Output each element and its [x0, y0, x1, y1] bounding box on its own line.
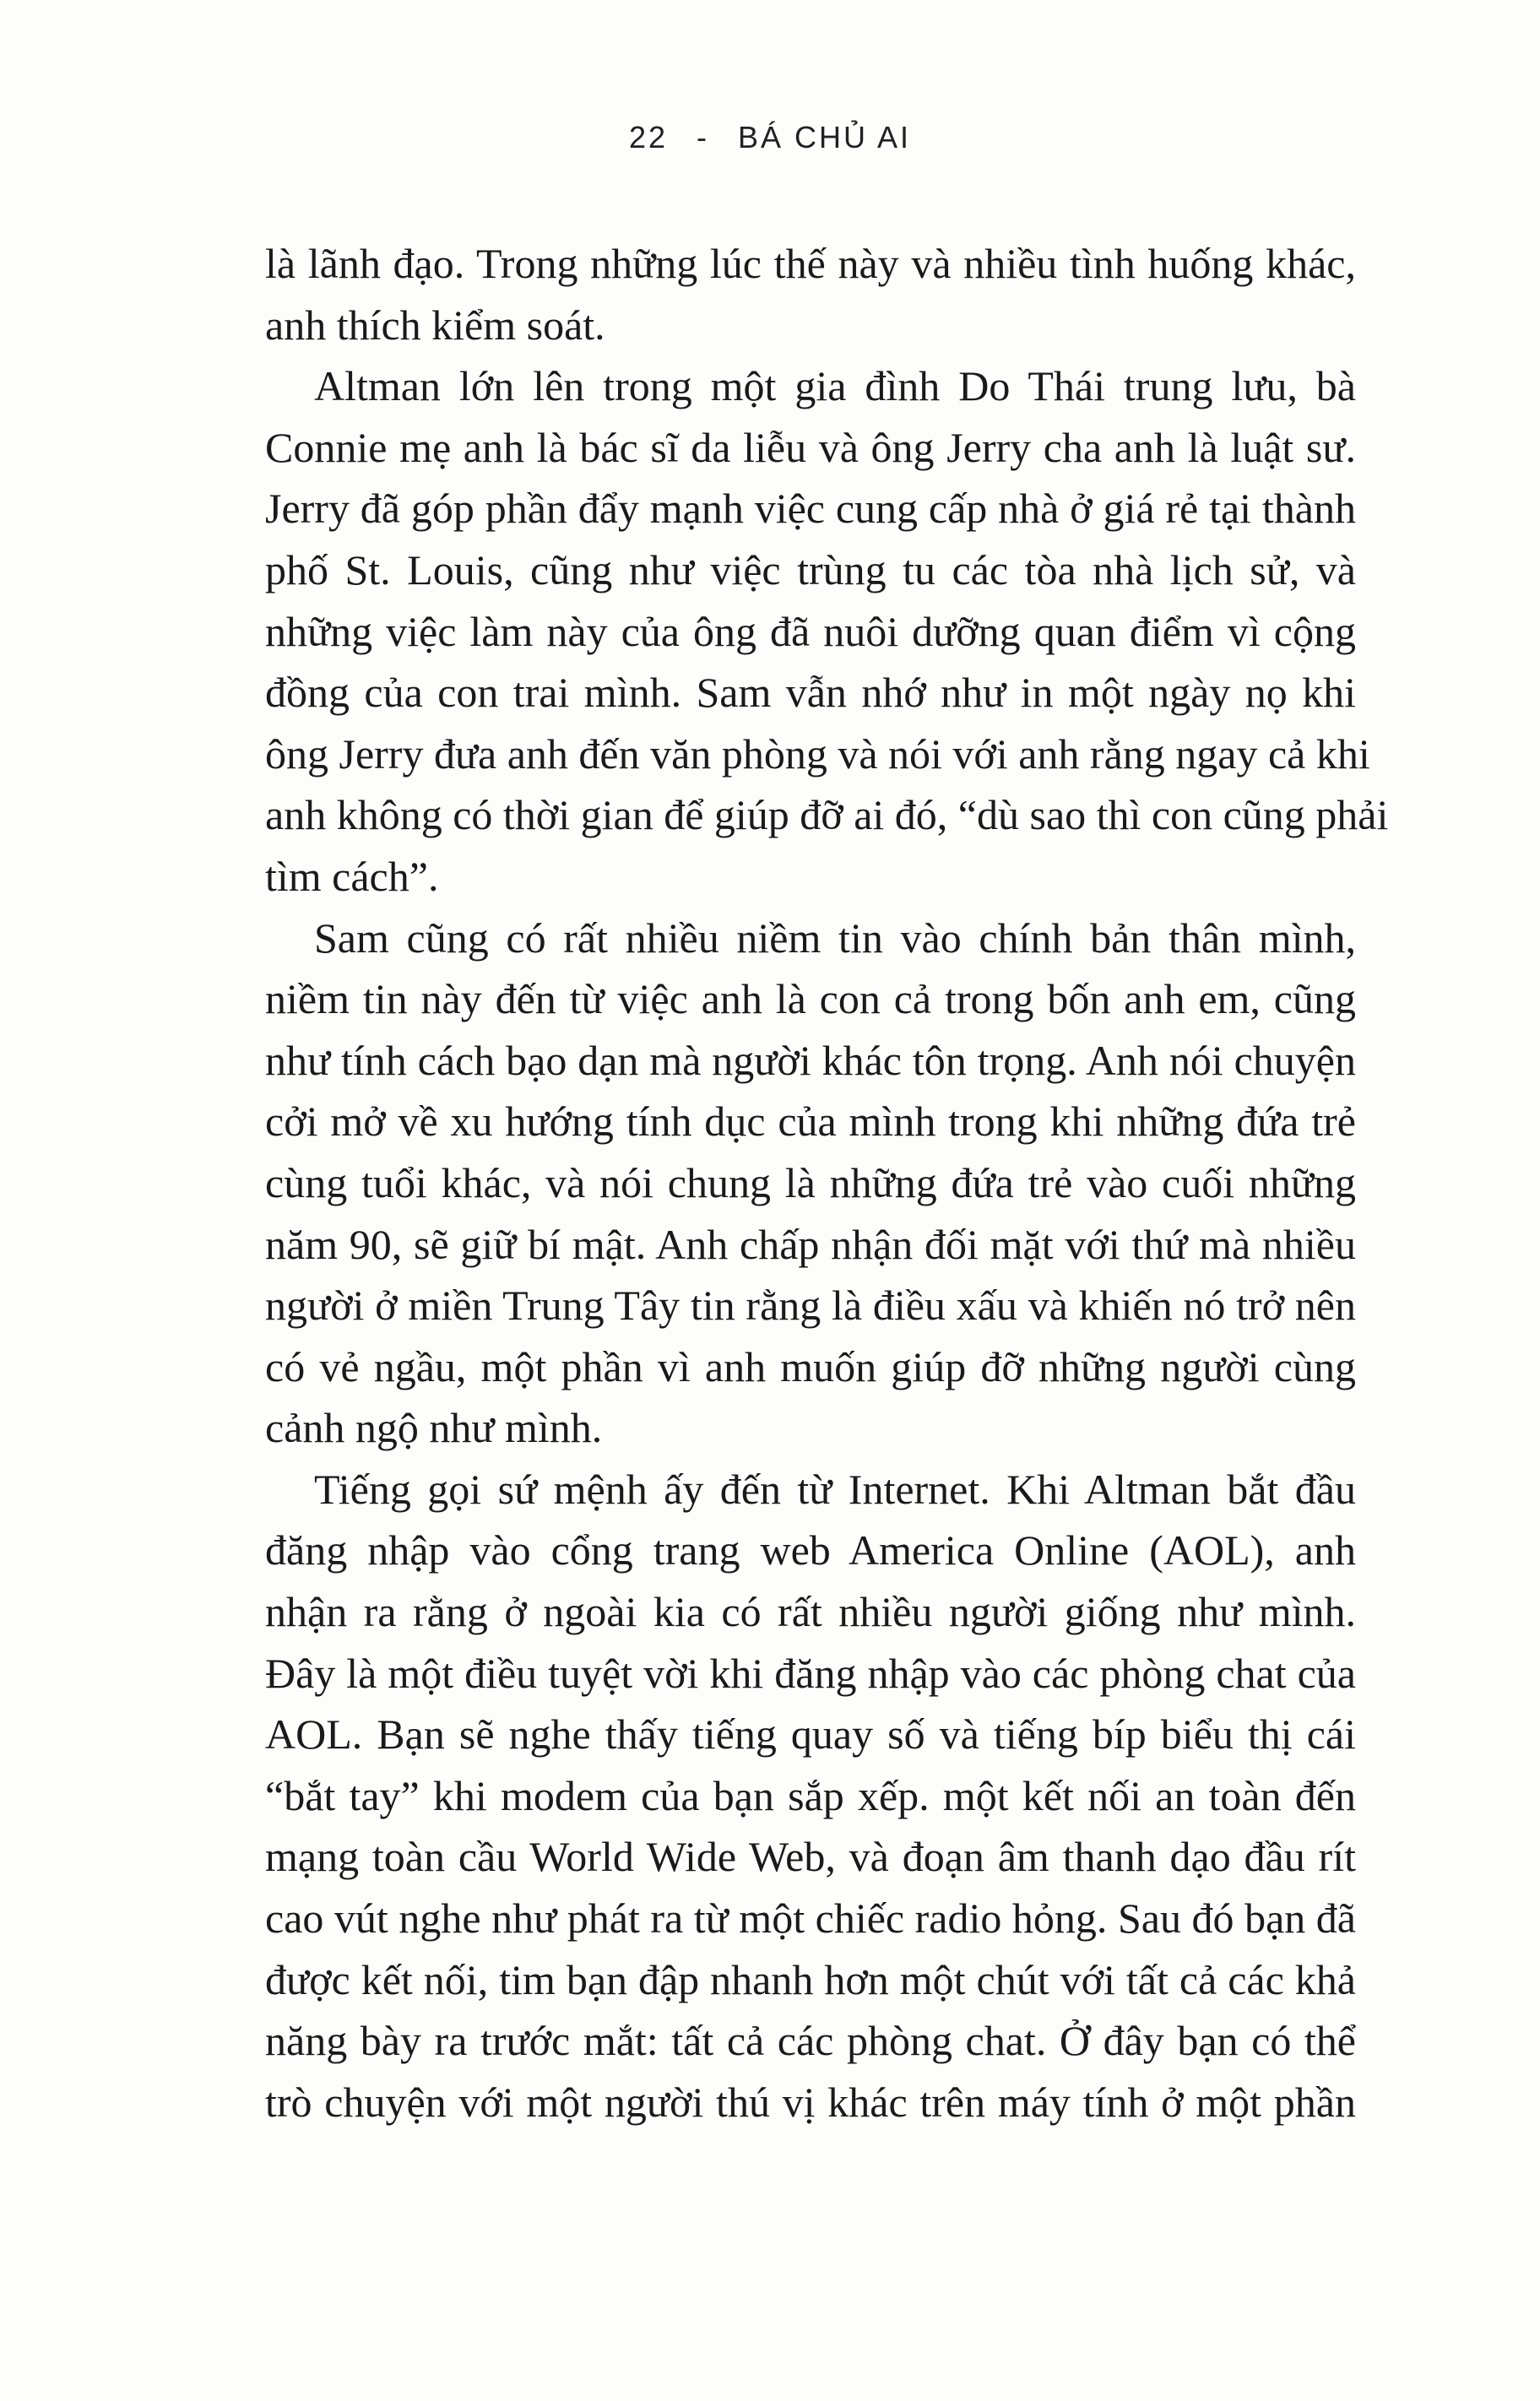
- page-number: 22: [628, 120, 668, 154]
- text-line: có vẻ ngầu, một phần vì anh muốn giúp đỡ những người cùng: [265, 1342, 1356, 1390]
- text-line: ông Jerry đưa anh đến văn phòng và nói với anh rằng ngay cả khi: [265, 729, 1370, 778]
- text-line: Altman lớn lên trong một gia đình Do Thái trung lưu, bà: [314, 362, 1356, 410]
- text-line: Sam cũng có rất nhiều niềm tin vào chính bản thân mình,: [314, 913, 1356, 962]
- text-line: Connie mẹ anh là bác sĩ da liễu và ông Jerry cha anh là luật sư.: [265, 423, 1356, 471]
- text-line: đăng nhập vào cổng trang web America Online (AOL), anh: [265, 1526, 1356, 1574]
- book-title: BÁ CHỦ AI: [737, 120, 912, 154]
- text-line: anh không có thời gian để giúp đỡ ai đó, “dù sao thì con cũng phải: [265, 791, 1389, 839]
- text-line: niềm tin này đến từ việc anh là con cả trong bốn anh em, cũng: [265, 975, 1356, 1023]
- text-line: Tiếng gọi sứ mệnh ấy đến từ Internet. Khi Altman bắt đầu: [314, 1465, 1356, 1513]
- text-line: Đây là một điều tuyệt vời khi đăng nhập vào các phòng chat của: [265, 1649, 1356, 1697]
- text-line: năm 90, sẽ giữ bí mật. Anh chấp nhận đối mặt với thứ mà nhiều: [265, 1220, 1356, 1268]
- text-line: tìm cách”.: [265, 852, 439, 900]
- text-line: cùng tuổi khác, và nói chung là những đứa trẻ vào cuối những: [265, 1158, 1356, 1206]
- text-line: là lãnh đạo. Trong những lúc thế này và nhiều tình huống khác,: [265, 240, 1356, 287]
- text-line: như tính cách bạo dạn mà người khác tôn trọng. Anh nói chuyện: [265, 1036, 1356, 1084]
- text-line: cởi mở về xu hướng tính dục của mình trong khi những đứa trẻ: [265, 1098, 1356, 1146]
- text-line: trò chuyện với một người thú vị khác trên máy tính ở một phần: [265, 2078, 1356, 2126]
- text-line: anh thích kiểm soát.: [265, 301, 605, 349]
- text-line: năng bày ra trước mắt: tất cả các phòng chat. Ở đây bạn có thể: [265, 2017, 1356, 2065]
- text-line: mạng toàn cầu World Wide Web, và đoạn âm thanh dạo đầu rít: [265, 1833, 1356, 1881]
- text-line: những việc làm này của ông đã nuôi dưỡng quan điểm vì cộng: [265, 607, 1356, 655]
- text-line: cảnh ngộ như mình.: [265, 1404, 603, 1452]
- text-line: AOL. Bạn sẽ nghe thấy tiếng quay số và tiếng bíp biểu thị cái: [265, 1710, 1356, 1759]
- body-text: [265, 233, 1389, 2133]
- text-line: đồng của con trai mình. Sam vẫn nhớ như in một ngày nọ khi: [265, 669, 1356, 717]
- running-head: [0, 120, 1540, 155]
- text-line: nhận ra rằng ở ngoài kia có rất nhiều người giống như mình.: [265, 1588, 1356, 1636]
- text-line: phố St. Louis, cũng như việc trùng tu các tòa nhà lịch sử, và: [265, 545, 1356, 593]
- header-separator: -: [696, 120, 709, 154]
- text-line: “bắt tay” khi modem của bạn sắp xếp. một kết nối an toàn đến: [265, 1771, 1356, 1819]
- text-line: Jerry đã góp phần đẩy mạnh việc cung cấp nhà ở giá rẻ tại thành: [265, 485, 1356, 533]
- text-line: người ở miền Trung Tây tin rằng là điều xấu và khiến nó trở nên: [265, 1282, 1356, 1330]
- text-line: cao vút nghe như phát ra từ một chiếc radio hỏng. Sau đó bạn đã: [265, 1894, 1356, 1943]
- text-line: được kết nối, tim bạn đập nhanh hơn một chút với tất cả các khả: [265, 1955, 1356, 2003]
